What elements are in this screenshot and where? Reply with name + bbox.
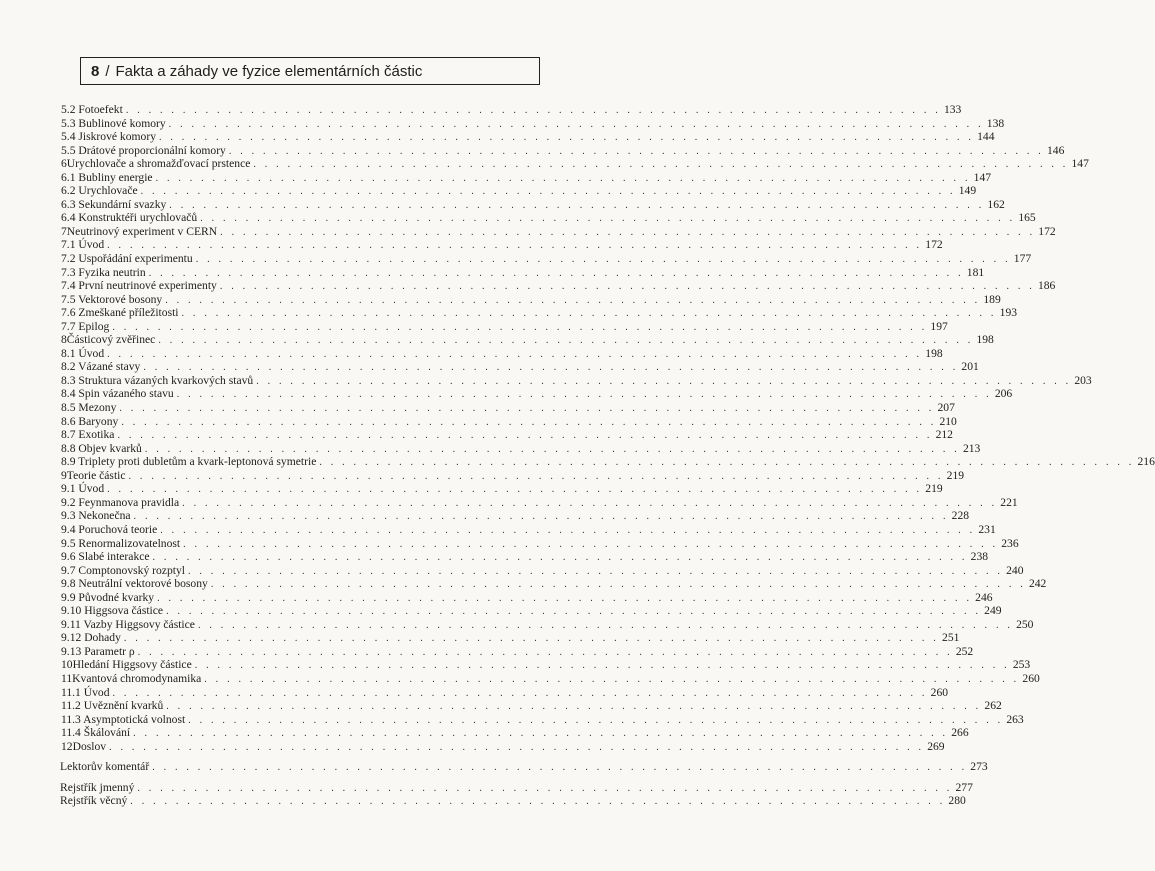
toc-entry xyxy=(60,346,943,361)
dot-leader: . . . . . . . . . . . . . . . . . . . . . . . . . . . . . . . . . . . . . . . . . . . . . . . . . . . . . . . . . . . . . . . . . . . . . . . . xyxy=(210,579,1026,591)
toc-entry xyxy=(60,238,943,252)
entry-page-number: 273 xyxy=(970,760,988,774)
entry-page-number: 260 xyxy=(1022,671,1040,685)
dot-leader: . . . . . . . . . . . . . . . . . . . . . . . . . . . . . . . . . . . . . . . . . . . . . . . . . . . . . . . . . . . . . . . . . . . . . . . . xyxy=(109,741,925,753)
dot-leader: . . . . . . . . . . . . . . . . . . . . . . . . . . . . . . . . . . . . . . . . . . . . . . . . . . . . . . . . . . . . . . . . . . . . . . . . xyxy=(197,619,1014,631)
dot-leader: . . . . . . . . . . . . . . . . . . . . . . . . . . . . . . . . . . . . . . . . . . . . . . . . . . . . . . . . . . . . . . . . . . . . . . . . xyxy=(220,226,1036,238)
toc-entry xyxy=(60,631,960,645)
toc-entry xyxy=(60,495,1018,510)
toc-entry xyxy=(60,143,1065,158)
toc-entry xyxy=(60,760,988,774)
entry-title: 8.9 Triplety proti dubletům a kvark-leptonová symetrie xyxy=(61,455,317,469)
dot-leader: . . . . . . . . . . . . . . . . . . . . . . . . . . . . . . . . . . . . . . . . . . . . . . . . . . . . . . . . . . . . . . . . . . . . . . . . xyxy=(188,714,1004,726)
entry-title: 9.10 Higgsova částice xyxy=(61,604,164,618)
entry-title: Rejstřík věcný xyxy=(60,794,128,808)
toc-entry xyxy=(60,794,966,808)
toc-entry xyxy=(60,319,948,334)
toc-entry xyxy=(60,333,994,347)
entry-title: 6.2 Urychlovače xyxy=(61,184,138,198)
chapter-number: 9 xyxy=(61,468,67,482)
toc-entry xyxy=(60,387,1013,401)
entry-page-number: 149 xyxy=(958,184,977,198)
dot-leader: . . . . . . . . . . . . . . . . . . . . . . . . . . . . . . . . . . . . . . . . . . . . . . . . . . . . . . . . . . . . . . . . . . . . . . . . xyxy=(204,673,1020,685)
entry-title: 9.9 Původné kvarky xyxy=(61,590,155,604)
toc-entry xyxy=(60,184,977,198)
entry-title: 11.2 Uvěznění kvarků xyxy=(61,699,164,713)
entry-page-number: 252 xyxy=(955,644,974,658)
entry-title: 11.4 Škálování xyxy=(61,726,131,740)
entry-page-number: 249 xyxy=(984,604,1002,618)
toc-entry xyxy=(60,671,1040,686)
toc-entry xyxy=(60,170,992,185)
entry-title: 11.3 Asymptotická volnost xyxy=(61,712,186,726)
entry-title: Částicový zvěřinec xyxy=(66,333,156,347)
dot-leader: . . . . . . . . . . . . . . . . . . . . . . . . . . . . . . . . . . . . . . . . . . . . . . . . . . . . . . . . . . . . . . . . . . . . . . . . xyxy=(112,321,928,333)
toc-entry xyxy=(60,563,1024,578)
dot-leader: . . . . . . . . . . . . . . . . . . . . . . . . . . . . . . . . . . . . . . . . . . . . . . . . . . . . . . . . . . . . . . . . . . . . . . . . xyxy=(228,145,1044,157)
table-of-contents xyxy=(60,103,1155,808)
entry-page-number: 280 xyxy=(948,794,966,808)
entry-page-number: 165 xyxy=(1018,211,1036,225)
entry-title: 9.12 Dohady xyxy=(61,631,121,645)
dot-leader: . . . . . . . . . . . . . . . . . . . . . . . . . . . . . . . . . . . . . . . . . . . . . . . . . . . . . . . . . . . . . . . . . . . . . . . . xyxy=(133,511,949,523)
entry-title: 7.6 Zmeškané příležitosti xyxy=(61,306,179,320)
dot-leader: . . . . . . . . . . . . . . . . . . . . . . . . . . . . . . . . . . . . . . . . . . . . . . . . . . . . . . . . . . . . . . . . . . . . . . . . xyxy=(169,199,985,211)
entry-title: 9.2 Feynmanova pravidla xyxy=(61,495,180,509)
dot-leader: . . . . . . . . . . . . . . . . . . . . . . . . . . . . . . . . . . . . . . . . . . . . . . . . . . . . . . . . . . . . . . . . . . . . . . . . xyxy=(253,159,1069,171)
entry-title: 8.5 Mezony xyxy=(61,401,117,415)
dot-leader: . . . . . . . . . . . . . . . . . . . . . . . . . . . . . . . . . . . . . . . . . . . . . . . . . . . . . . . . . . . . . . . . . . . . . . . . xyxy=(176,389,992,401)
dot-leader: . . . . . . . . . . . . . . . . . . . . . . . . . . . . . . . . . . . . . . . . . . . . . . . . . . . . . . . . . . . . . . . . . . . . . . . . xyxy=(107,484,923,496)
dot-leader: . . . . . . . . . . . . . . . . . . . . . . . . . . . . . . . . . . . . . . . . . . . . . . . . . . . . . . . . . . . . . . . . . . . . . . . . xyxy=(188,565,1004,577)
entry-title: 8.4 Spin vázaného stavu xyxy=(61,387,174,401)
entry-title: 9.1 Úvod xyxy=(61,482,105,496)
entry-title: Urychlovače a shromažďovací prstence xyxy=(66,157,251,171)
entry-title: 5.2 Fotoefekt xyxy=(61,103,123,116)
dot-leader: . . . . . . . . . . . . . . . . . . . . . . . . . . . . . . . . . . . . . . . . . . . . . . . . . . . . . . . . . . . . . . . . . . . . . . . . xyxy=(143,362,959,374)
entry-title: 8.1 Úvod xyxy=(61,346,105,360)
chapter-number: 7 xyxy=(61,224,67,238)
toc-entry xyxy=(60,373,1092,388)
entry-page-number: 147 xyxy=(1071,157,1089,171)
dot-leader: . . . . . . . . . . . . . . . . . . . . . . . . . . . . . . . . . . . . . . . . . . . . . . . . . . . . . . . . . . . . . . . . . . . . . . . . xyxy=(125,105,941,116)
chapter-number: 11 xyxy=(61,671,73,685)
toc-entry xyxy=(60,441,981,456)
dot-leader: . . . . . . . . . . . . . . . . . . . . . . . . . . . . . . . . . . . . . . . . . . . . . . . . . . . . . . . . . . . . . . . . . . . . . . . . xyxy=(155,172,971,184)
toc-entry xyxy=(60,739,945,754)
entry-title: 5.5 Drátové proporcionální komory xyxy=(61,143,226,157)
entry-page-number: 253 xyxy=(1012,658,1031,672)
toc-entry xyxy=(60,103,962,117)
entry-page-number: 212 xyxy=(935,428,953,442)
entry-page-number: 133 xyxy=(943,103,962,116)
chapter-number: 6 xyxy=(61,157,67,171)
entry-page-number: 172 xyxy=(1038,224,1056,238)
entry-title: 9.8 Neutrální vektorové bosony xyxy=(61,577,208,591)
dot-leader: . . . . . . . . . . . . . . . . . . . . . . . . . . . . . . . . . . . . . . . . . . . . . . . . . . . . . . . . . . . . . . . . . . . . . . . . xyxy=(130,796,946,808)
entry-title: Rejstřík jmenný xyxy=(60,780,135,794)
toc-entry xyxy=(60,604,1002,618)
toc-entry xyxy=(60,292,1001,307)
toc-entry xyxy=(60,685,949,700)
entry-page-number: 246 xyxy=(975,590,993,604)
entry-page-number: 216 xyxy=(1137,455,1155,469)
entry-title: 11.1 Úvod xyxy=(61,685,110,699)
dot-leader: . . . . . . . . . . . . . . . . . . . . . . . . . . . . . . . . . . . . . . . . . . . . . . . . . . . . . . . . . . . . . . . . . . . . . . . . xyxy=(200,213,1016,225)
entry-page-number: 193 xyxy=(999,306,1018,320)
entry-title: 5.4 Jiskrové komory xyxy=(61,130,156,144)
book-title: Fakta a záhady ve fyzice elementárních částic xyxy=(115,62,423,80)
dot-leader: . . . . . . . . . . . . . . . . . . . . . . . . . . . . . . . . . . . . . . . . . . . . . . . . . . . . . . . . . . . . . . . . . . . . . . . . xyxy=(166,606,982,618)
dot-leader: . . . . . . . . . . . . . . . . . . . . . . . . . . . . . . . . . . . . . . . . . . . . . . . . . . . . . . . . . . . . . . . . . . . . . . . . xyxy=(148,267,964,279)
dot-leader: . . . . . . . . . . . . . . . . . . . . . . . . . . . . . . . . . . . . . . . . . . . . . . . . . . . . . . . . . . . . . . . . . . . . . . . . xyxy=(160,524,976,536)
dot-leader: . . . . . . . . . . . . . . . . . . . . . . . . . . . . . . . . . . . . . . . . . . . . . . . . . . . . . . . . . . . . . . . . . . . . . . . . xyxy=(107,348,923,360)
entry-title: 6.4 Konstruktéři urychlovačů xyxy=(61,211,198,225)
entry-page-number: 250 xyxy=(1016,617,1034,631)
dot-leader: . . . . . . . . . . . . . . . . . . . . . . . . . . . . . . . . . . . . . . . . . . . . . . . . . . . . . . . . . . . . . . . . . . . . . . . . xyxy=(107,240,923,252)
entry-page-number: 262 xyxy=(984,699,1002,713)
page-number: 8 xyxy=(91,62,100,80)
entry-title: 7.7 Epilog xyxy=(61,319,110,333)
toc-entry xyxy=(60,252,1032,266)
toc-entry xyxy=(60,536,1019,551)
entry-page-number: 177 xyxy=(1013,252,1032,266)
chapter-number: 10 xyxy=(61,658,73,672)
entry-page-number: 251 xyxy=(942,631,960,645)
entry-page-number: 201 xyxy=(961,360,979,374)
entry-title: 9.6 Slabé interakce xyxy=(61,550,150,564)
entry-page-number: 236 xyxy=(1001,536,1019,550)
entry-page-number: 263 xyxy=(1006,712,1024,726)
entry-title: Lektorův komentář xyxy=(60,760,150,774)
entry-page-number: 231 xyxy=(978,522,996,536)
dot-leader: . . . . . . . . . . . . . . . . . . . . . . . . . . . . . . . . . . . . . . . . . . . . . . . . . . . . . . . . . . . . . . . . . . . . . . . . xyxy=(159,132,975,144)
toc-entry xyxy=(60,306,1018,320)
entry-title: 9.7 Comptonovský rozptyl xyxy=(61,563,185,577)
entry-title: 7.4 První neutrinové experimenty xyxy=(61,279,217,293)
toc-entry xyxy=(60,550,989,564)
toc-entry xyxy=(60,468,965,483)
entry-title: Kvantová chromodynamika xyxy=(72,671,202,685)
entry-title: 8.8 Objev kvarků xyxy=(61,441,142,455)
dot-leader: . . . . . . . . . . . . . . . . . . . . . . . . . . . . . . . . . . . . . . . . . . . . . . . . . . . . . . . . . . . . . . . . . . . . . . . . xyxy=(112,687,928,699)
chapter-number: 12 xyxy=(61,739,73,753)
entry-title: 7.3 Fyzika neutrin xyxy=(61,265,146,279)
dot-leader: . . . . . . . . . . . . . . . . . . . . . . . . . . . . . . . . . . . . . . . . . . . . . . . . . . . . . . . . . . . . . . . . . . . . . . . . xyxy=(152,762,968,774)
entry-page-number: 219 xyxy=(946,468,965,482)
entry-title: Neutrinový experiment v CERN xyxy=(66,224,218,238)
toc-entry xyxy=(60,197,1005,212)
entry-title: Doslov xyxy=(72,739,107,753)
dot-leader: . . . . . . . . . . . . . . . . . . . . . . . . . . . . . . . . . . . . . . . . . . . . . . . . . . . . . . . . . . . . . . . . . . . . . . . . xyxy=(165,294,981,306)
entry-page-number: 197 xyxy=(930,319,948,333)
entry-page-number: 172 xyxy=(925,238,943,252)
entry-page-number: 181 xyxy=(966,265,985,279)
entry-title: 9.13 Parametr ρ xyxy=(61,644,135,658)
toc-entry xyxy=(60,116,1005,131)
dot-leader: . . . . . . . . . . . . . . . . . . . . . . . . . . . . . . . . . . . . . . . . . . . . . . . . . . . . . . . . . . . . . . . . . . . . . . . . xyxy=(219,281,1035,293)
entry-title: 9.3 Nekonečna xyxy=(61,509,131,523)
entry-title: 7.2 Uspořádání experimentu xyxy=(61,252,193,266)
toc-entry xyxy=(60,509,970,523)
dot-leader: . . . . . . . . . . . . . . . . . . . . . . . . . . . . . . . . . . . . . . . . . . . . . . . . . . . . . . . . . . . . . . . . . . . . . . . . xyxy=(256,375,1072,387)
header-separator: / xyxy=(105,62,110,80)
dot-leader: . . . . . . . . . . . . . . . . . . . . . . . . . . . . . . . . . . . . . . . . . . . . . . . . . . . . . . . . . . . . . . . . . . . . . . . . xyxy=(123,633,940,645)
dot-leader: . . . . . . . . . . . . . . . . . . . . . . . . . . . . . . . . . . . . . . . . . . . . . . . . . . . . . . . . . . . . . . . . . . . . . . . . xyxy=(152,552,968,564)
entry-title: 9.5 Renormalizovatelnost xyxy=(61,536,181,550)
toc-entry xyxy=(60,699,1002,713)
entry-page-number: 207 xyxy=(937,401,955,415)
dot-leader: . . . . . . . . . . . . . . . . . . . . . . . . . . . . . . . . . . . . . . . . . . . . . . . . . . . . . . . . . . . . . . . . . . . . . . . . xyxy=(137,782,953,794)
dot-leader: . . . . . . . . . . . . . . . . . . . . . . . . . . . . . . . . . . . . . . . . . . . . . . . . . . . . . . . . . . . . . . . . . . . . . . . . xyxy=(181,308,997,320)
dot-leader: . . . . . . . . . . . . . . . . . . . . . . . . . . . . . . . . . . . . . . . . . . . . . . . . . . . . . . . . . . . . . . . . . . . . . . . . xyxy=(183,538,999,550)
dot-leader: . . . . . . . . . . . . . . . . . . . . . . . . . . . . . . . . . . . . . . . . . . . . . . . . . . . . . . . . . . . . . . . . . . . . . . . . xyxy=(168,118,984,130)
entry-page-number: 260 xyxy=(930,685,949,699)
dot-leader: . . . . . . . . . . . . . . . . . . . . . . . . . . . . . . . . . . . . . . . . . . . . . . . . . . . . . . . . . . . . . . . . . . . . . . . . xyxy=(137,646,953,658)
entry-page-number: 146 xyxy=(1046,143,1065,157)
toc-entry xyxy=(60,455,1155,469)
entry-title: 6.3 Sekundární svazky xyxy=(61,197,167,211)
dot-leader: . . . . . . . . . . . . . . . . . . . . . . . . . . . . . . . . . . . . . . . . . . . . . . . . . . . . . . . . . . . . . . . . . . . . . . . . xyxy=(195,254,1011,266)
toc-entry xyxy=(60,712,1024,727)
entry-title: 8.2 Vázané stavy xyxy=(61,360,141,374)
toc-entry xyxy=(60,590,993,605)
dot-leader: . . . . . . . . . . . . . . . . . . . . . . . . . . . . . . . . . . . . . . . . . . . . . . . . . . . . . . . . . . . . . . . . . . . . . . . . xyxy=(144,443,960,455)
entry-page-number: 277 xyxy=(955,780,973,794)
toc-entry xyxy=(60,360,979,374)
entry-page-number: 228 xyxy=(951,509,970,523)
entry-title: 8.7 Exotika xyxy=(61,428,115,442)
running-header xyxy=(80,57,540,85)
entry-title: 7.5 Vektorové bosony xyxy=(61,292,163,306)
entry-page-number: 144 xyxy=(977,130,995,144)
entry-page-number: 189 xyxy=(983,292,1001,306)
chapter-number: 8 xyxy=(61,333,67,347)
entry-page-number: 138 xyxy=(986,116,1005,130)
toc-entry xyxy=(60,401,955,415)
entry-title: 5.3 Bublinové komory xyxy=(61,116,166,130)
entry-page-number: 203 xyxy=(1074,373,1092,387)
toc-entry xyxy=(60,279,1056,293)
toc-entry xyxy=(60,726,969,740)
entry-title: Teorie částic xyxy=(66,468,126,482)
entry-page-number: 162 xyxy=(987,197,1005,211)
entry-title: 8.3 Struktura vázaných kvarkových stavů xyxy=(61,373,254,387)
entry-title: 7.1 Úvod xyxy=(61,238,105,252)
toc-entry xyxy=(60,157,1089,171)
entry-title: 9.4 Poruchová teorie xyxy=(61,522,158,536)
toc-entry xyxy=(60,577,1047,591)
dot-leader: . . . . . . . . . . . . . . . . . . . . . . . . . . . . . . . . . . . . . . . . . . . . . . . . . . . . . . . . . . . . . . . . . . . . . . . . xyxy=(121,416,937,428)
entry-page-number: 240 xyxy=(1006,563,1024,577)
dot-leader: . . . . . . . . . . . . . . . . . . . . . . . . . . . . . . . . . . . . . . . . . . . . . . . . . . . . . . . . . . . . . . . . . . . . . . . . xyxy=(166,701,982,713)
toc-entry xyxy=(60,130,995,144)
dot-leader: . . . . . . . . . . . . . . . . . . . . . . . . . . . . . . . . . . . . . . . . . . . . . . . . . . . . . . . . . . . . . . . . . . . . . . . . xyxy=(119,403,935,415)
dot-leader: . . . . . . . . . . . . . . . . . . . . . . . . . . . . . . . . . . . . . . . . . . . . . . . . . . . . . . . . . . . . . . . . . . . . . . . . xyxy=(158,335,974,347)
entry-title: 9.11 Vazby Higgsovy částice xyxy=(61,617,195,631)
entry-page-number: 206 xyxy=(994,387,1013,401)
dot-leader: . . . . . . . . . . . . . . . . . . . . . . . . . . . . . . . . . . . . . . . . . . . . . . . . . . . . . . . . . . . . . . . . . . . . . . . . xyxy=(140,186,956,198)
entry-page-number: 147 xyxy=(973,170,992,184)
toc-entry xyxy=(60,428,953,442)
toc-entry xyxy=(60,644,974,659)
entry-page-number: 210 xyxy=(939,414,957,428)
entry-page-number: 266 xyxy=(951,726,969,740)
toc-entry xyxy=(60,224,1056,239)
entry-page-number: 198 xyxy=(976,333,994,347)
dot-leader: . . . . . . . . . . . . . . . . . . . . . . . . . . . . . . . . . . . . . . . . . . . . . . . . . . . . . . . . . . . . . . . . . . . . . . . . xyxy=(182,497,998,509)
entry-page-number: 221 xyxy=(1000,495,1018,509)
entry-page-number: 238 xyxy=(970,550,989,564)
dot-leader: . . . . . . . . . . . . . . . . . . . . . . . . . . . . . . . . . . . . . . . . . . . . . . . . . . . . . . . . . . . . . . . . . . . . . . . . xyxy=(128,470,944,482)
spacer xyxy=(60,774,540,781)
toc-entry xyxy=(60,658,1031,672)
dot-leader: . . . . . . . . . . . . . . . . . . . . . . . . . . . . . . . . . . . . . . . . . . . . . . . . . . . . . . . . . . . . . . . . . . . . . . . . xyxy=(157,592,973,604)
entry-page-number: 213 xyxy=(962,441,981,455)
toc-entry xyxy=(60,522,996,537)
entry-page-number: 219 xyxy=(925,482,943,496)
spacer xyxy=(60,753,540,760)
toc-entry xyxy=(60,482,943,496)
toc-entry xyxy=(60,414,957,429)
entry-title: 8.6 Baryony xyxy=(61,414,119,428)
toc-entry xyxy=(60,265,985,280)
toc-entry xyxy=(60,211,1036,225)
dot-leader: . . . . . . . . . . . . . . . . . . . . . . . . . . . . . . . . . . . . . . . . . . . . . . . . . . . . . . . . . . . . . . . . . . . . . . . . xyxy=(319,457,1135,469)
entry-page-number: 269 xyxy=(927,739,945,753)
dot-leader: . . . . . . . . . . . . . . . . . . . . . . . . . . . . . . . . . . . . . . . . . . . . . . . . . . . . . . . . . . . . . . . . . . . . . . . . xyxy=(133,728,949,740)
toc-entry xyxy=(60,780,973,795)
entry-title: 6.1 Bubliny energie xyxy=(61,170,153,184)
entry-page-number: 198 xyxy=(925,346,943,360)
entry-page-number: 186 xyxy=(1037,279,1056,293)
dot-leader: . . . . . . . . . . . . . . . . . . . . . . . . . . . . . . . . . . . . . . . . . . . . . . . . . . . . . . . . . . . . . . . . . . . . . . . . xyxy=(117,430,933,442)
dot-leader: . . . . . . . . . . . . . . . . . . . . . . . . . . . . . . . . . . . . . . . . . . . . . . . . . . . . . . . . . . . . . . . . . . . . . . . . xyxy=(194,660,1010,672)
entry-title: Hledání Higgsovy částice xyxy=(72,658,192,672)
entry-page-number: 242 xyxy=(1028,577,1047,591)
toc-entry xyxy=(60,617,1034,632)
